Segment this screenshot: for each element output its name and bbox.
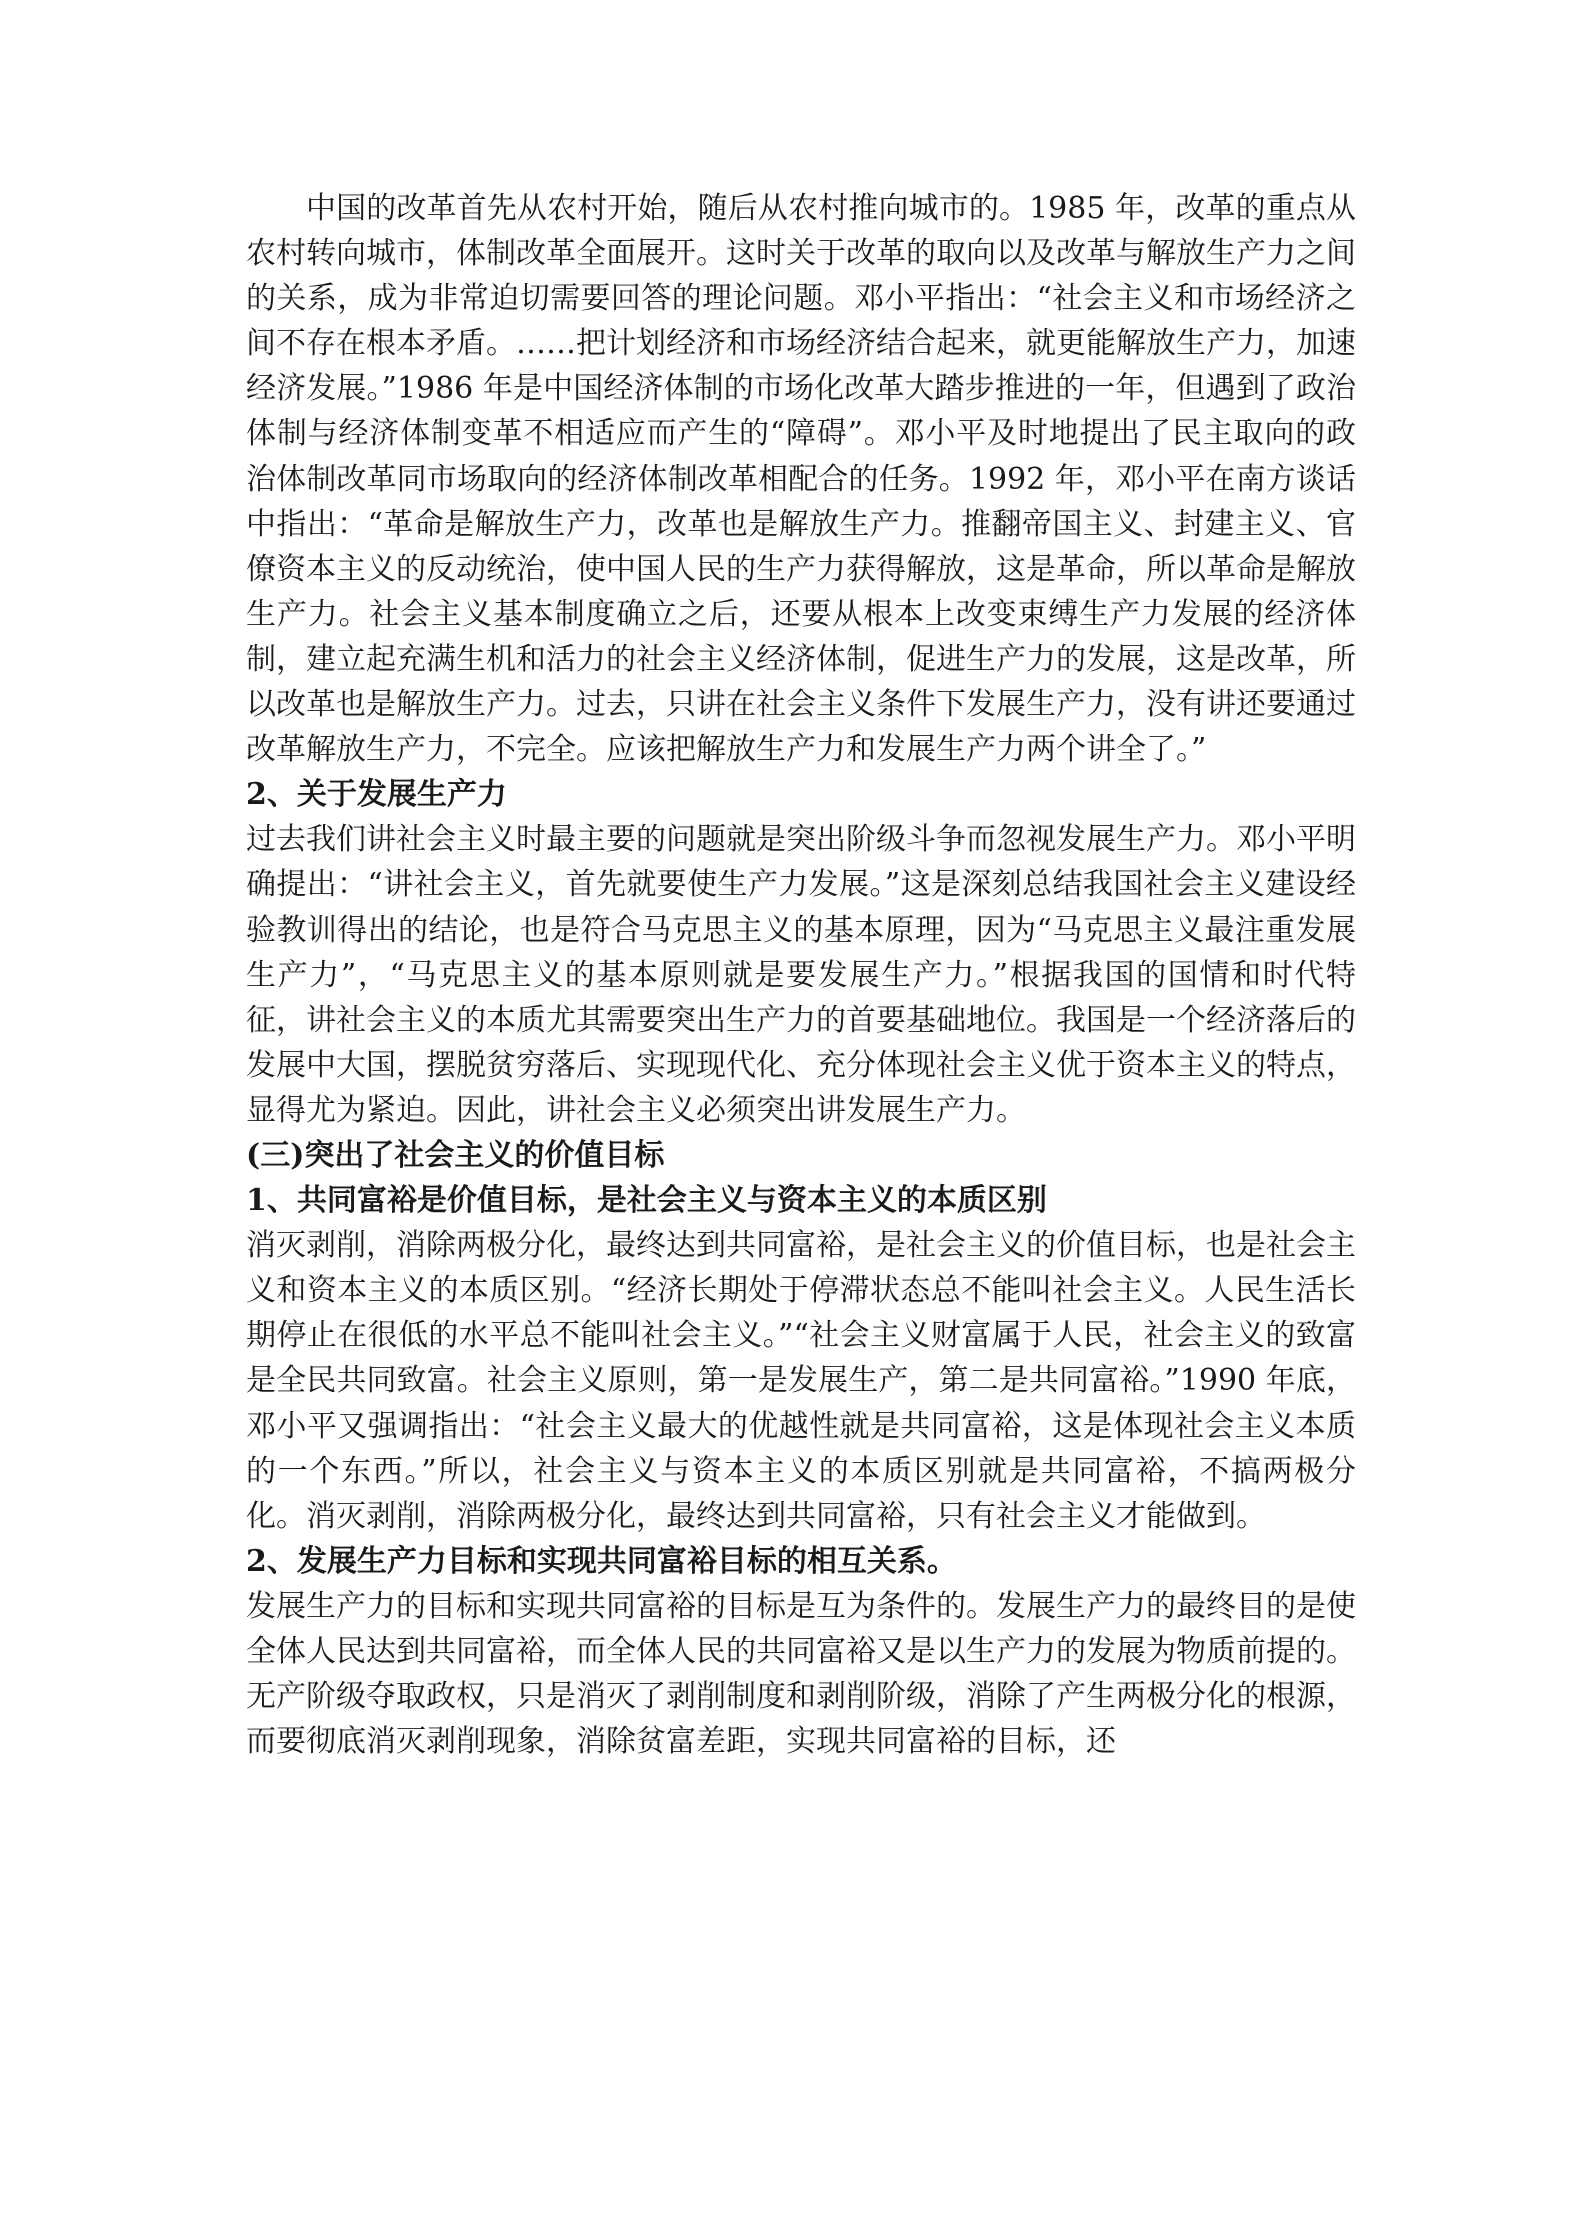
- document-body: [246, 186, 1356, 1764]
- heading-common-prosperity: 1、共同富裕是价值目标，是社会主义与资本主义的本质区别: [246, 1183, 1047, 1219]
- paragraph-goal-relationship: 发展生产力的目标和实现共同富裕的目标是互为条件的。发展生产力的最终目的是使全体人民达到共同富裕，而全体人民的共同富裕又是以生产力的发展为物质前提的。无产阶级夺取政权，只是消灭了剥削制度和剥削阶级，消除了产生两极分化的根源，而要彻底消灭剥削现象，消除贫富差距，实现共同富裕的目标，还: [246, 1588, 1356, 1760]
- heading-develop-productive-forces: 2、关于发展生产力: [246, 777, 507, 813]
- heading-goal-relationship: 2、发展生产力目标和实现共同富裕目标的相互关系。: [246, 1543, 957, 1579]
- paragraph-common-prosperity: 消灭剥削，消除两极分化，最终达到共同富裕，是社会主义的价值目标，也是社会主义和资本主义的本质区别。“经济长期处于停滞状态总不能叫社会主义。人民生活长期停止在很低的水平总不能叫社会主义。”“社会主义财富属于人民，社会主义的致富是全民共同致富。社会主义原则，第一是发展生产，第二是共同富裕。”1990 年底，邓小平又强调指出：“社会主义最大的优越性就是共同富裕，这是体现社会主义本质的一个东西。”所以，社会主义与资本主义的本质区别就是共同富裕，不搞两极分化。消灭剥削，消除两极分化，最终达到共同富裕，只有社会主义才能做到。: [246, 1228, 1356, 1534]
- paragraph-develop-productive-forces: 过去我们讲社会主义时最主要的问题就是突出阶级斗争而忽视发展生产力。邓小平明确提出：“讲社会主义，首先就要使生产力发展。”这是深刻总结我国社会主义建设经验教训得出的结论，也是符合马克思主义的基本原理，因为“马克思主义最注重发展生产力”，“马克思主义的基本原则就是要发展生产力。”根据我国的国情和时代特征，讲社会主义的本质尤其需要突出生产力的首要基础地位。我国是一个经济落后的发展中大国，摆脱贫穷落后、实现现代化、充分体现社会主义优于资本主义的特点，显得尤为紧迫。因此，讲社会主义必须突出讲发展生产力。: [246, 822, 1356, 1128]
- paragraph-reform: 中国的改革首先从农村开始，随后从农村推向城市的。1985 年，改革的重点从农村转向城市，体制改革全面展开。这时关于改革的取向以及改革与解放生产力之间的关系，成为非常迫切需要回答的理论问题。邓小平指出：“社会主义和市场经济之间不存在根本矛盾。……把计划经济和市场经济结合起来，就更能解放生产力，加速经济发展。”1986 年是中国经济体制的市场化改革大踏步推进的一年，但遇到了政治体制与经济体制变革不相适应而产生的“障碍”。邓小平及时地提出了民主取向的政治体制改革同市场取向的经济体制改革相配合的任务。1992 年，邓小平在南方谈话中指出：“革命是解放生产力，改革也是解放生产力。推翻帝国主义、封建主义、官僚资本主义的反动统治，使中国人民的生产力获得解放，这是革命，所以革命是解放生产力。社会主义基本制度确立之后，还要从根本上改变束缚生产力发展的经济体制，建立起充满生机和活力的社会主义经济体制，促进生产力的发展，这是改革，所以改革也是解放生产力。过去，只讲在社会主义条件下发展生产力，没有讲还要通过改革解放生产力，不完全。应该把解放生产力和发展生产力两个讲全了。”: [246, 191, 1356, 768]
- section-heading-value-goal: (三)突出了社会主义的价值目标: [246, 1137, 665, 1173]
